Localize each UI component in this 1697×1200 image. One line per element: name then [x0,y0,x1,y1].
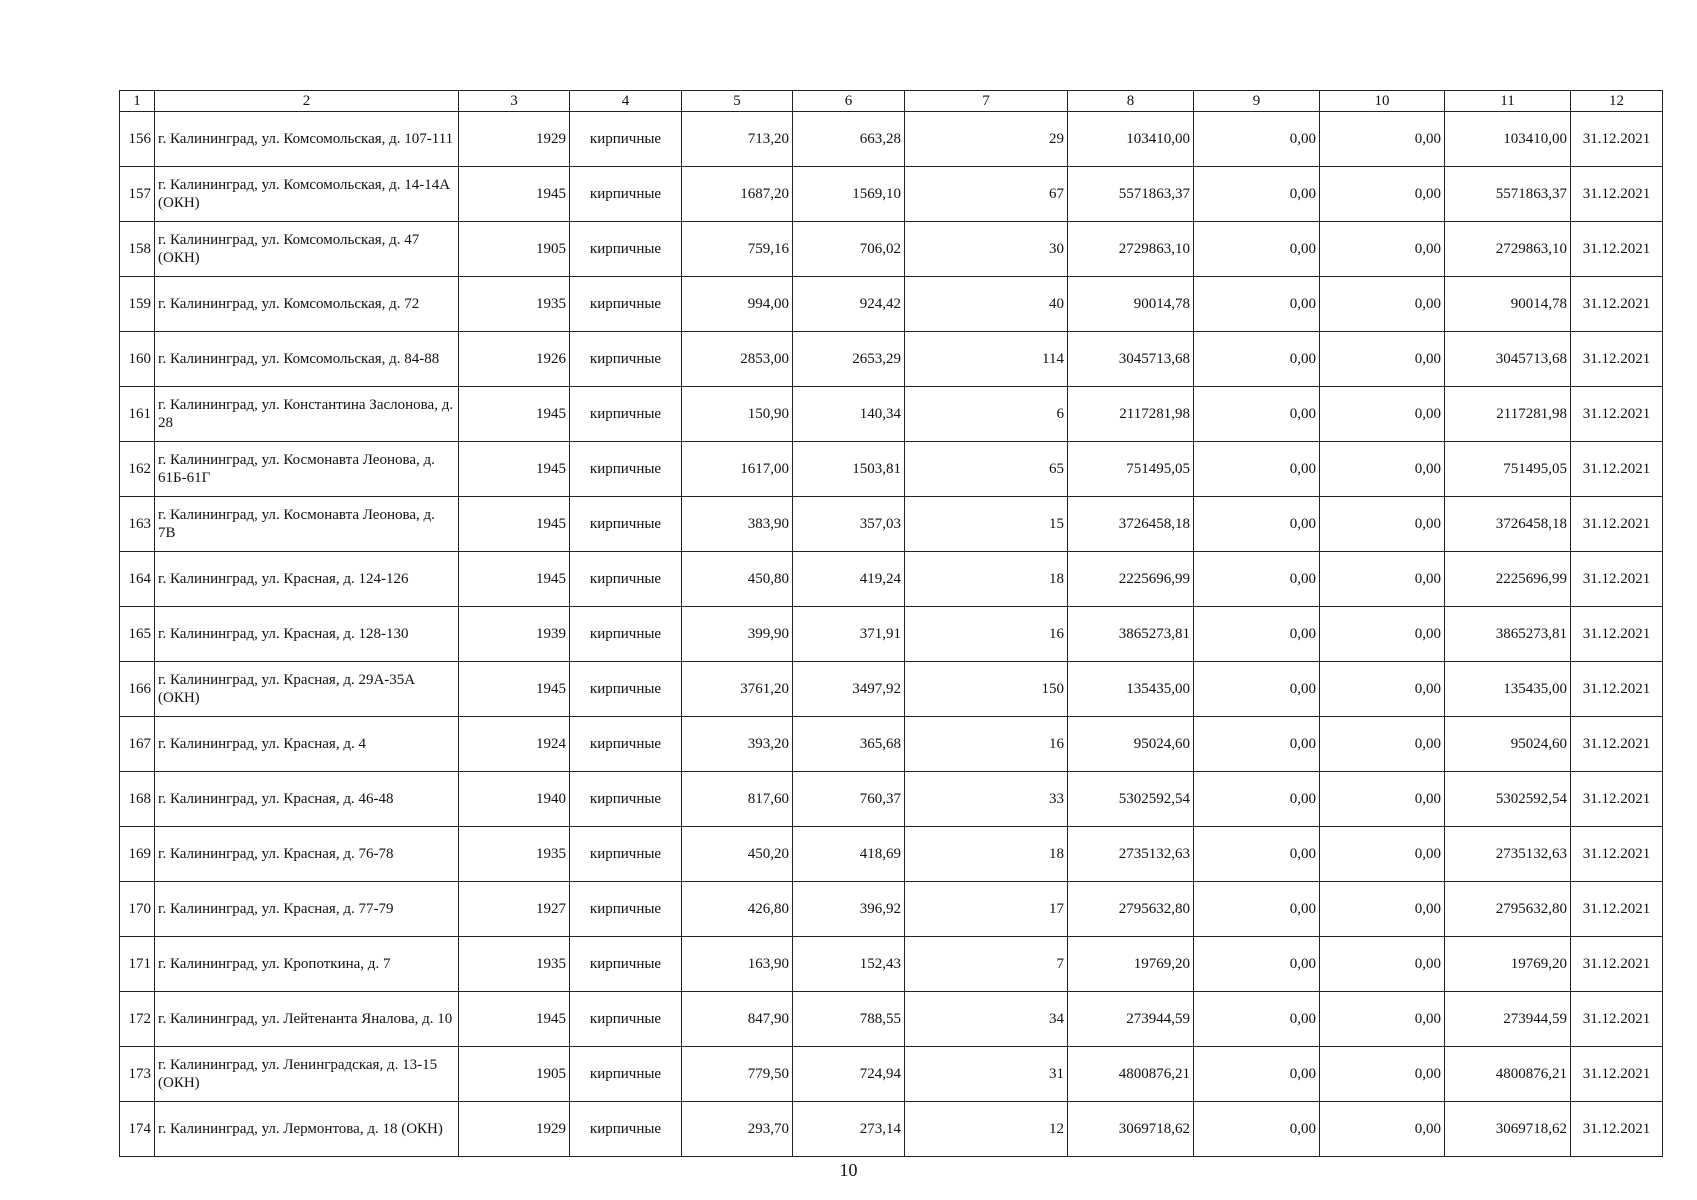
value-cell-6: 663,28 [793,112,905,167]
row-number-cell: 165 [120,607,155,662]
column-number-header-row [120,91,1663,112]
value-cell-6: 273,14 [793,1102,905,1157]
value-cell-9: 0,00 [1194,222,1320,277]
wall-material-cell: кирпичные [570,937,682,992]
value-cell-7: 31 [905,1047,1068,1102]
table-body [120,112,1663,1157]
address-cell: г. Калининград, ул. Ленинградская, д. 13-15 (ОКН) [155,1047,459,1102]
value-cell-8: 2225696,99 [1068,552,1194,607]
value-cell-10: 0,00 [1320,222,1445,277]
value-cell-9: 0,00 [1194,992,1320,1047]
table-row [120,772,1663,827]
value-cell-11: 273944,59 [1445,992,1571,1047]
address-cell: г. Калининград, ул. Комсомольская, д. 72 [155,277,459,332]
value-cell-8: 5302592,54 [1068,772,1194,827]
value-cell-9: 0,00 [1194,827,1320,882]
value-cell-10: 0,00 [1320,497,1445,552]
build-year-cell: 1935 [459,277,570,332]
value-cell-5: 426,80 [682,882,793,937]
value-cell-5: 399,90 [682,607,793,662]
column-header: 1 [120,91,155,112]
value-cell-7: 18 [905,827,1068,882]
value-cell-5: 713,20 [682,112,793,167]
value-cell-7: 67 [905,167,1068,222]
address-cell: г. Калининград, ул. Красная, д. 29А-35А (ОКН) [155,662,459,717]
address-cell: г. Калининград, ул. Константина Заслонова, д. 28 [155,387,459,442]
table-row [120,937,1663,992]
value-cell-10: 0,00 [1320,167,1445,222]
value-cell-6: 2653,29 [793,332,905,387]
wall-material-cell: кирпичные [570,277,682,332]
wall-material-cell: кирпичные [570,772,682,827]
value-cell-11: 2735132,63 [1445,827,1571,882]
value-cell-5: 759,16 [682,222,793,277]
value-cell-5: 2853,00 [682,332,793,387]
value-cell-6: 1569,10 [793,167,905,222]
date-cell: 31.12.2021 [1571,607,1663,662]
value-cell-9: 0,00 [1194,1047,1320,1102]
value-cell-8: 2795632,80 [1068,882,1194,937]
value-cell-8: 3045713,68 [1068,332,1194,387]
row-number-cell: 173 [120,1047,155,1102]
row-number-cell: 170 [120,882,155,937]
column-header: 9 [1194,91,1320,112]
table-row [120,717,1663,772]
page-number: 10 [839,1160,858,1180]
address-cell: г. Калининград, ул. Комсомольская, д. 107-111 [155,112,459,167]
wall-material-cell: кирпичные [570,112,682,167]
column-header: 2 [155,91,459,112]
value-cell-7: 150 [905,662,1068,717]
wall-material-cell: кирпичные [570,552,682,607]
wall-material-cell: кирпичные [570,882,682,937]
value-cell-10: 0,00 [1320,662,1445,717]
value-cell-6: 788,55 [793,992,905,1047]
row-number-cell: 174 [120,1102,155,1157]
column-header: 11 [1445,91,1571,112]
date-cell: 31.12.2021 [1571,277,1663,332]
value-cell-9: 0,00 [1194,882,1320,937]
value-cell-9: 0,00 [1194,442,1320,497]
address-cell: г. Калининград, ул. Красная, д. 76-78 [155,827,459,882]
row-number-cell: 158 [120,222,155,277]
column-header: 5 [682,91,793,112]
value-cell-10: 0,00 [1320,442,1445,497]
date-cell: 31.12.2021 [1571,1102,1663,1157]
row-number-cell: 156 [120,112,155,167]
address-cell: г. Калининград, ул. Космонавта Леонова, д. 7В [155,497,459,552]
address-cell: г. Калининград, ул. Комсомольская, д. 14-14А (ОКН) [155,167,459,222]
wall-material-cell: кирпичные [570,497,682,552]
date-cell: 31.12.2021 [1571,222,1663,277]
table-row [120,827,1663,882]
value-cell-9: 0,00 [1194,332,1320,387]
value-cell-8: 5571863,37 [1068,167,1194,222]
wall-material-cell: кирпичные [570,1047,682,1102]
value-cell-7: 6 [905,387,1068,442]
value-cell-6: 371,91 [793,607,905,662]
build-year-cell: 1935 [459,827,570,882]
row-number-cell: 163 [120,497,155,552]
value-cell-11: 2117281,98 [1445,387,1571,442]
value-cell-9: 0,00 [1194,387,1320,442]
build-year-cell: 1939 [459,607,570,662]
value-cell-7: 65 [905,442,1068,497]
value-cell-9: 0,00 [1194,497,1320,552]
value-cell-6: 357,03 [793,497,905,552]
date-cell: 31.12.2021 [1571,112,1663,167]
value-cell-5: 293,70 [682,1102,793,1157]
value-cell-11: 3865273,81 [1445,607,1571,662]
value-cell-8: 135435,00 [1068,662,1194,717]
value-cell-11: 2729863,10 [1445,222,1571,277]
value-cell-11: 751495,05 [1445,442,1571,497]
build-year-cell: 1935 [459,937,570,992]
row-number-cell: 172 [120,992,155,1047]
value-cell-11: 3726458,18 [1445,497,1571,552]
date-cell: 31.12.2021 [1571,332,1663,387]
value-cell-11: 4800876,21 [1445,1047,1571,1102]
value-cell-7: 16 [905,717,1068,772]
value-cell-7: 114 [905,332,1068,387]
table-row [120,277,1663,332]
date-cell: 31.12.2021 [1571,662,1663,717]
column-header: 12 [1571,91,1663,112]
value-cell-5: 847,90 [682,992,793,1047]
value-cell-10: 0,00 [1320,1102,1445,1157]
date-cell: 31.12.2021 [1571,552,1663,607]
value-cell-5: 994,00 [682,277,793,332]
value-cell-5: 163,90 [682,937,793,992]
value-cell-5: 1687,20 [682,167,793,222]
build-year-cell: 1945 [459,992,570,1047]
value-cell-10: 0,00 [1320,552,1445,607]
date-cell: 31.12.2021 [1571,992,1663,1047]
value-cell-10: 0,00 [1320,332,1445,387]
value-cell-8: 103410,00 [1068,112,1194,167]
row-number-cell: 166 [120,662,155,717]
value-cell-6: 724,94 [793,1047,905,1102]
row-number-cell: 171 [120,937,155,992]
value-cell-10: 0,00 [1320,882,1445,937]
date-cell: 31.12.2021 [1571,882,1663,937]
value-cell-6: 924,42 [793,277,905,332]
row-number-cell: 164 [120,552,155,607]
address-cell: г. Калининград, ул. Красная, д. 46-48 [155,772,459,827]
address-cell: г. Калининград, ул. Комсомольская, д. 84-88 [155,332,459,387]
date-cell: 31.12.2021 [1571,1047,1663,1102]
wall-material-cell: кирпичные [570,387,682,442]
table-row [120,497,1663,552]
value-cell-5: 150,90 [682,387,793,442]
value-cell-6: 396,92 [793,882,905,937]
build-year-cell: 1945 [459,442,570,497]
value-cell-5: 1617,00 [682,442,793,497]
value-cell-11: 3045713,68 [1445,332,1571,387]
column-header: 8 [1068,91,1194,112]
wall-material-cell: кирпичные [570,827,682,882]
date-cell: 31.12.2021 [1571,497,1663,552]
value-cell-10: 0,00 [1320,607,1445,662]
build-year-cell: 1945 [459,662,570,717]
value-cell-5: 3761,20 [682,662,793,717]
address-cell: г. Калининград, ул. Красная, д. 77-79 [155,882,459,937]
address-cell: г. Калининград, ул. Лермонтова, д. 18 (ОКН) [155,1102,459,1157]
wall-material-cell: кирпичные [570,992,682,1047]
value-cell-9: 0,00 [1194,277,1320,332]
value-cell-11: 90014,78 [1445,277,1571,332]
wall-material-cell: кирпичные [570,332,682,387]
value-cell-8: 90014,78 [1068,277,1194,332]
value-cell-10: 0,00 [1320,387,1445,442]
row-number-cell: 157 [120,167,155,222]
value-cell-7: 7 [905,937,1068,992]
value-cell-10: 0,00 [1320,277,1445,332]
table-row [120,607,1663,662]
wall-material-cell: кирпичные [570,1102,682,1157]
value-cell-8: 751495,05 [1068,442,1194,497]
wall-material-cell: кирпичные [570,222,682,277]
row-number-cell: 161 [120,387,155,442]
wall-material-cell: кирпичные [570,717,682,772]
wall-material-cell: кирпичные [570,442,682,497]
column-header: 3 [459,91,570,112]
row-number-cell: 159 [120,277,155,332]
value-cell-8: 3865273,81 [1068,607,1194,662]
wall-material-cell: кирпичные [570,607,682,662]
value-cell-9: 0,00 [1194,937,1320,992]
value-cell-7: 29 [905,112,1068,167]
value-cell-6: 365,68 [793,717,905,772]
value-cell-11: 19769,20 [1445,937,1571,992]
value-cell-7: 17 [905,882,1068,937]
table-row [120,112,1663,167]
build-year-cell: 1940 [459,772,570,827]
value-cell-8: 273944,59 [1068,992,1194,1047]
value-cell-7: 16 [905,607,1068,662]
value-cell-5: 393,20 [682,717,793,772]
row-number-cell: 162 [120,442,155,497]
address-cell: г. Калининград, ул. Красная, д. 128-130 [155,607,459,662]
value-cell-8: 19769,20 [1068,937,1194,992]
value-cell-7: 18 [905,552,1068,607]
value-cell-5: 817,60 [682,772,793,827]
date-cell: 31.12.2021 [1571,167,1663,222]
value-cell-9: 0,00 [1194,717,1320,772]
value-cell-10: 0,00 [1320,112,1445,167]
value-cell-7: 34 [905,992,1068,1047]
value-cell-7: 15 [905,497,1068,552]
value-cell-10: 0,00 [1320,937,1445,992]
column-header: 6 [793,91,905,112]
table-row [120,1047,1663,1102]
value-cell-6: 419,24 [793,552,905,607]
value-cell-8: 95024,60 [1068,717,1194,772]
value-cell-9: 0,00 [1194,662,1320,717]
address-cell: г. Калининград, ул. Красная, д. 124-126 [155,552,459,607]
column-header: 10 [1320,91,1445,112]
date-cell: 31.12.2021 [1571,772,1663,827]
table-row [120,387,1663,442]
table-row [120,662,1663,717]
value-cell-5: 450,20 [682,827,793,882]
value-cell-8: 2729863,10 [1068,222,1194,277]
build-year-cell: 1905 [459,222,570,277]
value-cell-10: 0,00 [1320,1047,1445,1102]
row-number-cell: 169 [120,827,155,882]
value-cell-9: 0,00 [1194,772,1320,827]
build-year-cell: 1945 [459,497,570,552]
address-cell: г. Калининград, ул. Космонавта Леонова, д. 61Б-61Г [155,442,459,497]
table-row [120,882,1663,937]
wall-material-cell: кирпичные [570,662,682,717]
value-cell-8: 2735132,63 [1068,827,1194,882]
value-cell-5: 450,80 [682,552,793,607]
date-cell: 31.12.2021 [1571,442,1663,497]
value-cell-7: 30 [905,222,1068,277]
column-header: 4 [570,91,682,112]
date-cell: 31.12.2021 [1571,717,1663,772]
build-year-cell: 1929 [459,112,570,167]
address-cell: г. Калининград, ул. Кропоткина, д. 7 [155,937,459,992]
value-cell-8: 2117281,98 [1068,387,1194,442]
build-year-cell: 1924 [459,717,570,772]
date-cell: 31.12.2021 [1571,937,1663,992]
value-cell-9: 0,00 [1194,552,1320,607]
table-row [120,442,1663,497]
value-cell-6: 3497,92 [793,662,905,717]
build-year-cell: 1945 [459,387,570,442]
table-row [120,167,1663,222]
row-number-cell: 167 [120,717,155,772]
value-cell-9: 0,00 [1194,112,1320,167]
table-row [120,992,1663,1047]
build-year-cell: 1929 [459,1102,570,1157]
address-cell: г. Калининград, ул. Красная, д. 4 [155,717,459,772]
build-year-cell: 1926 [459,332,570,387]
value-cell-11: 95024,60 [1445,717,1571,772]
value-cell-11: 5302592,54 [1445,772,1571,827]
value-cell-11: 2225696,99 [1445,552,1571,607]
address-cell: г. Калининград, ул. Лейтенанта Яналова, д. 10 [155,992,459,1047]
table-row [120,332,1663,387]
value-cell-8: 3726458,18 [1068,497,1194,552]
build-year-cell: 1945 [459,552,570,607]
value-cell-6: 706,02 [793,222,905,277]
value-cell-7: 33 [905,772,1068,827]
build-year-cell: 1905 [459,1047,570,1102]
value-cell-11: 135435,00 [1445,662,1571,717]
value-cell-11: 5571863,37 [1445,167,1571,222]
value-cell-9: 0,00 [1194,607,1320,662]
row-number-cell: 168 [120,772,155,827]
build-year-cell: 1945 [459,167,570,222]
value-cell-8: 3069718,62 [1068,1102,1194,1157]
value-cell-6: 760,37 [793,772,905,827]
address-cell: г. Калининград, ул. Комсомольская, д. 47 (ОКН) [155,222,459,277]
value-cell-11: 3069718,62 [1445,1102,1571,1157]
value-cell-10: 0,00 [1320,827,1445,882]
value-cell-9: 0,00 [1194,1102,1320,1157]
value-cell-11: 103410,00 [1445,112,1571,167]
value-cell-10: 0,00 [1320,992,1445,1047]
value-cell-11: 2795632,80 [1445,882,1571,937]
table-row [120,1102,1663,1157]
date-cell: 31.12.2021 [1571,387,1663,442]
value-cell-6: 152,43 [793,937,905,992]
value-cell-6: 1503,81 [793,442,905,497]
value-cell-10: 0,00 [1320,717,1445,772]
value-cell-9: 0,00 [1194,167,1320,222]
value-cell-5: 779,50 [682,1047,793,1102]
value-cell-7: 12 [905,1102,1068,1157]
date-cell: 31.12.2021 [1571,827,1663,882]
value-cell-6: 140,34 [793,387,905,442]
value-cell-10: 0,00 [1320,772,1445,827]
column-header: 7 [905,91,1068,112]
build-year-cell: 1927 [459,882,570,937]
value-cell-5: 383,90 [682,497,793,552]
row-number-cell: 160 [120,332,155,387]
housing-register-table [119,90,1663,1157]
table-row [120,552,1663,607]
value-cell-8: 4800876,21 [1068,1047,1194,1102]
value-cell-7: 40 [905,277,1068,332]
table-row [120,222,1663,277]
value-cell-6: 418,69 [793,827,905,882]
wall-material-cell: кирпичные [570,167,682,222]
